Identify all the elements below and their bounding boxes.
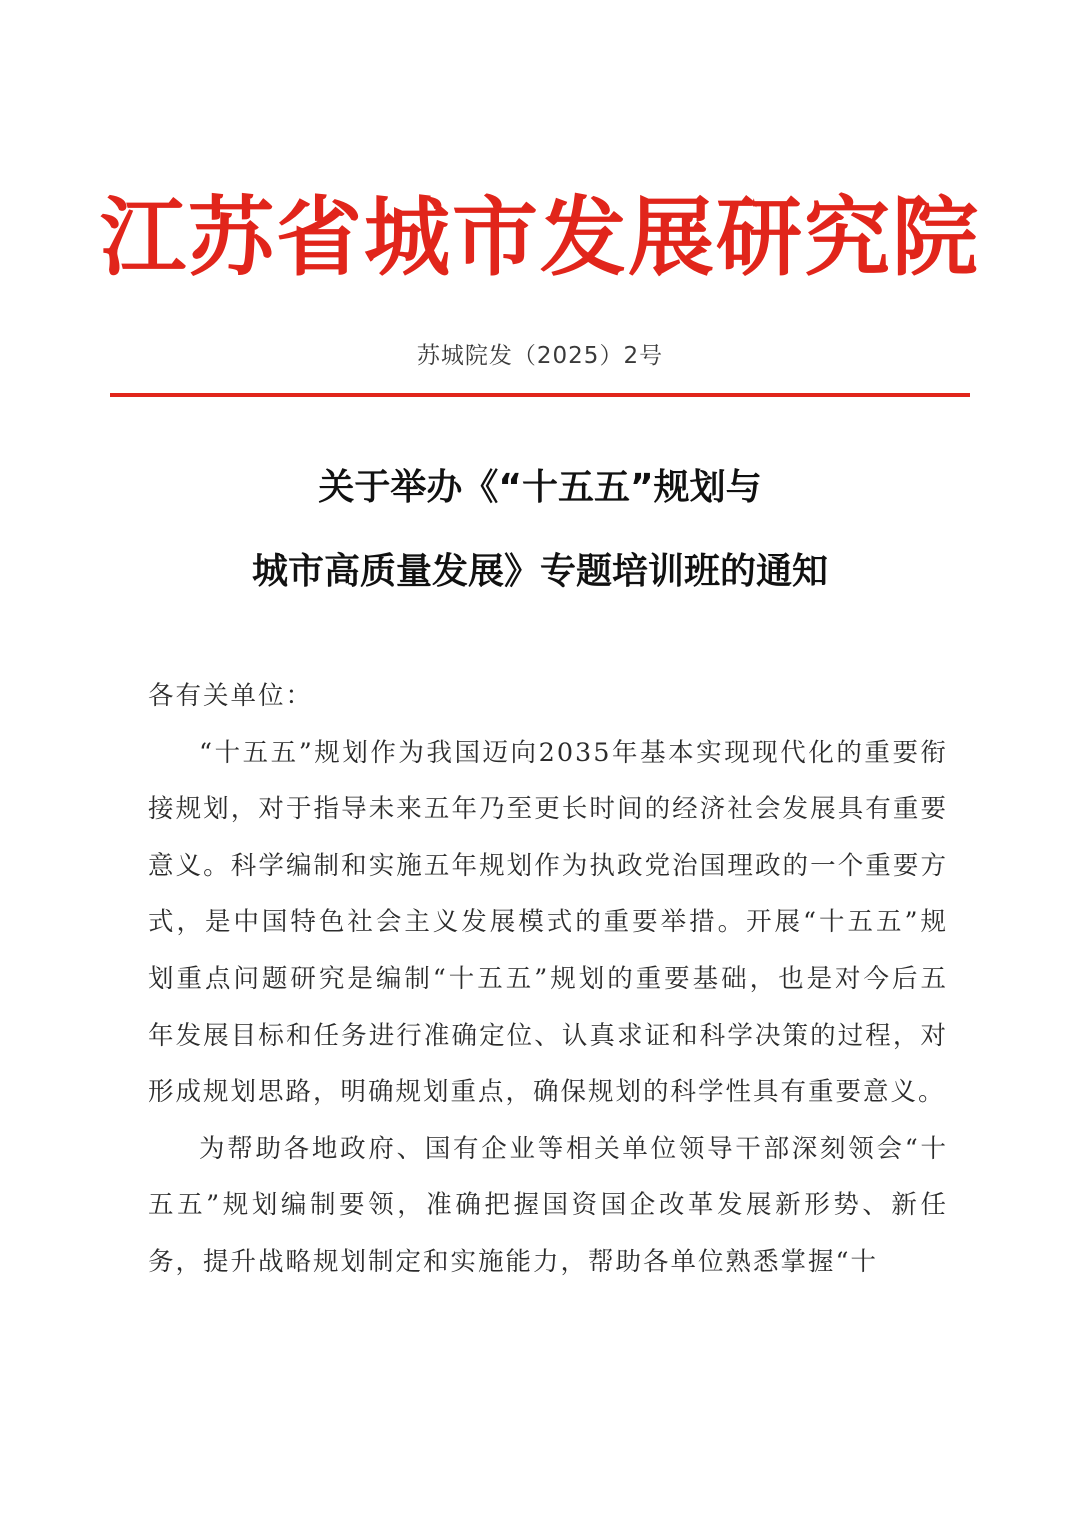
body-paragraph-1: “十五五”规划作为我国迈向2035年基本实现现代化的重要衔接规划，对于指导未来五年乃至更长时间的经济社会发展具有重要意义。科学编制和实施五年规划作为执政党治国理政的一个重要方式，是中国特色社会主义发展模式的重要举措。开展“十五五”规划重点问题研究是编制“十五五”规划的重要基础，也是对今后五年发展目标和任务进行准确定位、认真求证和科学决策的过程，对形成规划思路，明确规划重点，确保规划的科学性具有重要意义。 xyxy=(148,737,948,1108)
notice-title-line1: 关于举办《“十五五”规划与 xyxy=(318,467,762,508)
document-number: 苏城院发（2025）2号 xyxy=(416,343,664,369)
red-divider xyxy=(110,393,970,397)
body-paragraph-2: 为帮助各地政府、国有企业等相关单位领导干部深刻领会“十五五”规划编制要领，准确把握国资国企改革发展新形势、新任务，提升战略规划制定和实施能力，帮助各单位熟悉掌握“十 xyxy=(148,1133,948,1277)
document-body xyxy=(148,668,948,1291)
salutation: 各有关单位： xyxy=(148,681,314,711)
organization-title: 江苏省城市发展研究院 xyxy=(100,187,980,288)
notice-title-line2: 城市高质量发展》专题培训班的通知 xyxy=(251,551,828,592)
